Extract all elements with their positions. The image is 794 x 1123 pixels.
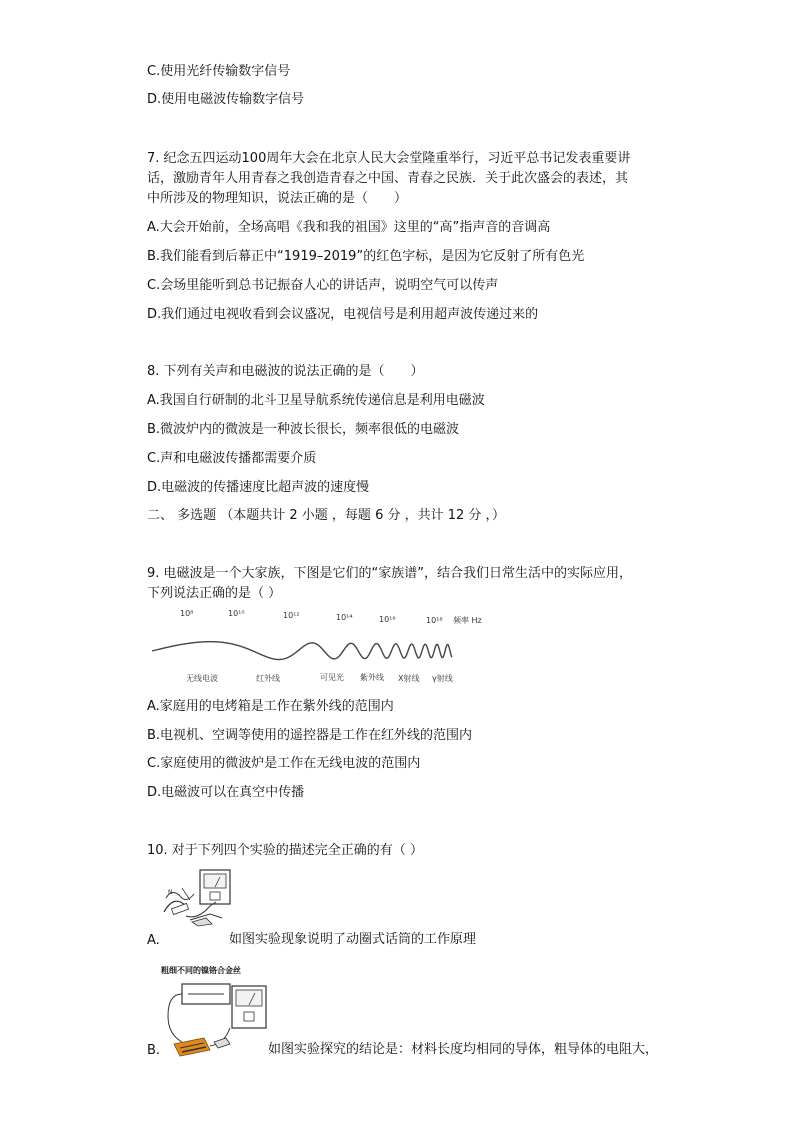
q8-stem: 8. 下列有关声和电磁波的说法正确的是（ ） <box>147 364 424 379</box>
q6-option-c: C.使用光纤传输数字信号 <box>147 64 291 79</box>
band-infrared: 红外线 <box>256 674 280 683</box>
band-xray: X射线 <box>398 674 420 683</box>
freq-unit-label: 频率 Hz <box>453 616 482 625</box>
band-visible: 可见光 <box>320 673 344 682</box>
freq-label-1e18: 10¹⁸ <box>426 616 443 625</box>
section2-heading: 二、 多选题 （本题共计 2 小题 ，每题 6 分 ，共计 12 分 ，） <box>147 508 506 523</box>
band-radio: 无线电波 <box>186 674 218 683</box>
q9-option-b: B.电视机、空调等使用的遥控器是工作在红外线的范围内 <box>147 728 473 743</box>
q9-option-c: C.家庭使用的微波炉是工作在无线电波的范围内 <box>147 756 421 771</box>
q10-option-b-letter: B. <box>147 1043 161 1058</box>
q6-option-d: D.使用电磁波传输数字信号 <box>147 92 305 107</box>
band-ultraviolet: 紫外线 <box>360 673 384 682</box>
q10-stem: 10. 对于下列四个实验的描述完全正确的有（ ） <box>147 843 423 858</box>
experiment-b-caption: 粗细不同的镍铬合金丝 <box>161 966 241 975</box>
q7-stem-line1: 7. 纪念五四运动100周年大会在北京人民大会堂隆重举行，习近平总书记发表重要讲 <box>147 151 631 166</box>
em-spectrum-figure <box>150 605 495 687</box>
q8-option-c: C.声和电磁波传播都需要介质 <box>147 451 317 466</box>
q7-stem-line3: 中所涉及的物理知识，说法正确的是（ ） <box>147 191 408 206</box>
q9-option-a: A.家庭用的电烤箱是工作在紫外线的范围内 <box>147 699 394 714</box>
band-gamma: γ射线 <box>432 674 453 683</box>
freq-label-1e12: 10¹² <box>283 611 300 620</box>
q10-option-b-text: 如图实验探究的结论是：材料长度均相同的导体，粗导体的电阻大， <box>268 1042 659 1057</box>
experiment-a-figure <box>160 868 235 928</box>
q7-option-c: C.会场里能听到总书记振奋人心的讲话声，说明空气可以传声 <box>147 278 499 293</box>
q7-stem-line2: 话，激励青年人用青春之我创造青春之中国、青春之民族．关于此次盛会的表述，其 <box>147 171 629 186</box>
q7-option-a: A.大会开始前，全场高唱《我和我的祖国》这里的“高”指声音的音调高 <box>147 220 551 235</box>
q7-option-d: D.我们通过电视收看到会议盛况，电视信号是利用超声波传递过来的 <box>147 307 539 322</box>
q8-option-a: A.我国自行研制的北斗卫星导航系统传递信息是利用电磁波 <box>147 393 485 408</box>
q10-option-a-text: 如图实验现象说明了动圈式话筒的工作原理 <box>229 932 477 947</box>
freq-label-1e16: 10¹⁶ <box>379 615 396 624</box>
freq-label-1e14: 10¹⁴ <box>336 613 353 622</box>
freq-label-1e8: 10⁸ <box>180 609 194 618</box>
q7-option-b: B.我们能看到后幕正中“1919–2019”的红色字标，是因为它反射了所有色光 <box>147 249 585 264</box>
q9-stem-line2: 下列说法正确的是（ ） <box>147 586 282 601</box>
spectrum-wave <box>152 642 452 660</box>
q9-option-d: D.电磁波可以在真空中传播 <box>147 785 305 800</box>
q8-option-b: B.微波炉内的微波是一种波长很长，频率很低的电磁波 <box>147 422 460 437</box>
q8-option-d: D.电磁波的传播速度比超声波的速度慢 <box>147 480 370 495</box>
q9-stem-line1: 9. 电磁波是一个大家族，下图是它们的“家族谱”，结合我们日常生活中的实际应用， <box>147 566 633 581</box>
svg-text:N: N <box>168 889 173 896</box>
freq-label-1e10: 10¹⁰ <box>228 609 245 618</box>
experiment-b-figure <box>160 978 270 1058</box>
q10-option-a-letter: A. <box>147 933 160 948</box>
